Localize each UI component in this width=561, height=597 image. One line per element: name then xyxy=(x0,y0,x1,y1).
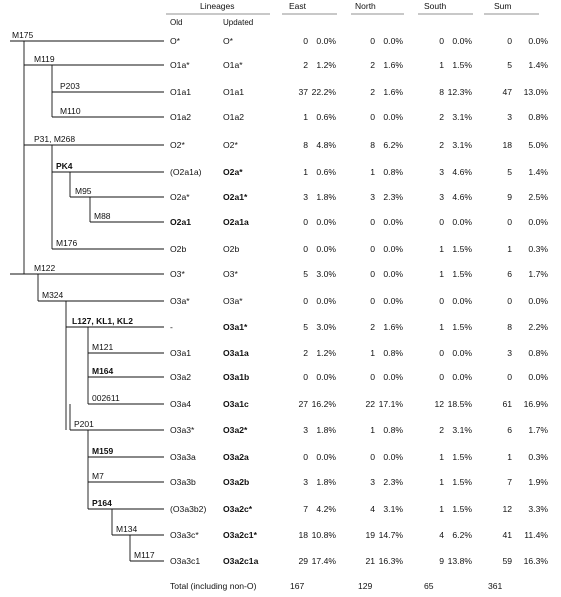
updated-lineage: O3a2c1a xyxy=(223,556,259,566)
table-row xyxy=(170,556,548,566)
updated-lineage: O3a1* xyxy=(223,322,248,332)
east-count: 2 xyxy=(303,60,308,70)
old-lineage: O2a1 xyxy=(170,217,192,227)
sum-column-header: Sum xyxy=(494,1,512,11)
sum-count: 9 xyxy=(507,192,512,202)
north-percent: 0.0% xyxy=(383,372,403,382)
mutation-label: PK4 xyxy=(56,161,73,171)
mutation-label: M7 xyxy=(92,471,104,481)
sum-count: 59 xyxy=(502,556,512,566)
mutation-label: P203 xyxy=(60,81,80,91)
frequency-table-body xyxy=(170,36,548,566)
table-row xyxy=(170,530,548,540)
east-percent: 1.8% xyxy=(316,425,336,435)
south-count: 3 xyxy=(439,192,444,202)
east-count: 1 xyxy=(303,167,308,177)
east-count: 0 xyxy=(303,296,308,306)
south-column-header: South xyxy=(424,1,447,11)
total-north: 129 xyxy=(358,581,373,591)
east-count: 5 xyxy=(303,269,308,279)
north-percent: 1.6% xyxy=(383,87,403,97)
south-count: 0 xyxy=(439,372,444,382)
old-lineage: O2b xyxy=(170,244,187,254)
east-percent: 0.0% xyxy=(316,452,336,462)
updated-lineage: O1a2 xyxy=(223,112,245,122)
table-row xyxy=(170,322,548,332)
old-lineage: O* xyxy=(170,36,181,46)
sum-count: 5 xyxy=(507,60,512,70)
table-row xyxy=(170,348,548,358)
north-percent: 0.0% xyxy=(383,269,403,279)
updated-lineage: O* xyxy=(223,36,234,46)
table-header xyxy=(166,1,539,27)
sum-percent: 0.8% xyxy=(528,112,548,122)
sum-count: 5 xyxy=(507,167,512,177)
sum-percent: 13.0% xyxy=(523,87,548,97)
mutation-label: M121 xyxy=(92,342,114,352)
updated-lineage: O2a1* xyxy=(223,192,248,202)
south-percent: 3.1% xyxy=(452,425,472,435)
updated-lineage: O3a2b xyxy=(223,477,250,487)
south-count: 0 xyxy=(439,296,444,306)
mutation-label: M95 xyxy=(75,186,92,196)
sum-count: 3 xyxy=(507,348,512,358)
old-column-header: Old xyxy=(170,18,183,27)
old-lineage: O3a* xyxy=(170,296,190,306)
old-lineage: O3a4 xyxy=(170,399,192,409)
mutation-label: M176 xyxy=(56,238,78,248)
mutation-label: M117 xyxy=(134,550,155,560)
updated-lineage: O2b xyxy=(223,244,240,254)
east-percent: 0.0% xyxy=(316,244,336,254)
south-percent: 18.5% xyxy=(447,399,472,409)
old-lineage: O3a3* xyxy=(170,425,195,435)
table-row xyxy=(170,296,548,306)
east-percent: 3.0% xyxy=(316,322,336,332)
east-count: 3 xyxy=(303,425,308,435)
sum-percent: 1.4% xyxy=(528,167,548,177)
lineages-header: Lineages xyxy=(200,1,235,11)
table-row xyxy=(170,112,548,122)
south-percent: 1.5% xyxy=(452,322,472,332)
updated-lineage: O2* xyxy=(223,140,238,150)
old-lineage: - xyxy=(170,322,173,332)
south-percent: 13.8% xyxy=(447,556,472,566)
north-percent: 0.0% xyxy=(383,296,403,306)
south-count: 1 xyxy=(439,477,444,487)
sum-percent: 0.0% xyxy=(528,372,548,382)
south-count: 1 xyxy=(439,244,444,254)
north-percent: 16.3% xyxy=(378,556,403,566)
east-percent: 0.6% xyxy=(316,167,336,177)
sum-percent: 0.8% xyxy=(528,348,548,358)
sum-count: 1 xyxy=(507,452,512,462)
south-count: 3 xyxy=(439,167,444,177)
sum-percent: 0.0% xyxy=(528,36,548,46)
old-lineage: O3a3c1 xyxy=(170,556,201,566)
east-count: 3 xyxy=(303,477,308,487)
east-percent: 22.2% xyxy=(311,87,336,97)
south-count: 0 xyxy=(439,217,444,227)
north-count: 0 xyxy=(370,452,375,462)
north-count: 4 xyxy=(370,504,375,514)
sum-percent: 3.3% xyxy=(528,504,548,514)
total-sum: 361 xyxy=(488,581,503,591)
mutation-label: M164 xyxy=(92,366,114,376)
north-count: 1 xyxy=(370,348,375,358)
east-percent: 1.2% xyxy=(316,348,336,358)
mutation-label: L127, KL1, KL2 xyxy=(72,316,133,326)
east-percent: 1.2% xyxy=(316,60,336,70)
south-percent: 12.3% xyxy=(447,87,472,97)
updated-lineage: O3a1b xyxy=(223,372,250,382)
south-percent: 1.5% xyxy=(452,244,472,254)
table-row xyxy=(170,36,548,46)
sum-count: 41 xyxy=(502,530,512,540)
phylogenetic-tree xyxy=(10,41,164,561)
north-percent: 6.2% xyxy=(383,140,403,150)
east-percent: 10.8% xyxy=(311,530,336,540)
east-percent: 0.6% xyxy=(316,112,336,122)
table-row xyxy=(170,167,548,177)
east-count: 18 xyxy=(298,530,308,540)
south-percent: 1.5% xyxy=(452,269,472,279)
mutation-markers xyxy=(12,30,155,560)
mutation-label: M324 xyxy=(42,290,64,300)
north-percent: 0.8% xyxy=(383,348,403,358)
updated-column-header: Updated xyxy=(223,18,254,27)
east-count: 0 xyxy=(303,372,308,382)
old-lineage: O3a2 xyxy=(170,372,192,382)
updated-lineage: O3a2* xyxy=(223,425,248,435)
sum-percent: 0.3% xyxy=(528,452,548,462)
sum-count: 47 xyxy=(502,87,512,97)
updated-lineage: O3* xyxy=(223,269,238,279)
north-percent: 0.0% xyxy=(383,244,403,254)
north-count: 2 xyxy=(370,322,375,332)
old-lineage: O1a* xyxy=(170,60,190,70)
north-count: 3 xyxy=(370,192,375,202)
old-lineage: O3a3b xyxy=(170,477,196,487)
updated-lineage: O2a* xyxy=(223,167,243,177)
south-percent: 6.2% xyxy=(452,530,472,540)
north-count: 0 xyxy=(370,296,375,306)
old-lineage: O3a3c* xyxy=(170,530,199,540)
south-percent: 0.0% xyxy=(452,217,472,227)
total-row xyxy=(170,581,503,591)
updated-lineage: O2a1a xyxy=(223,217,249,227)
east-count: 1 xyxy=(303,112,308,122)
north-count: 0 xyxy=(370,269,375,279)
north-percent: 2.3% xyxy=(383,477,403,487)
updated-lineage: O3a* xyxy=(223,296,243,306)
north-count: 3 xyxy=(370,477,375,487)
south-count: 1 xyxy=(439,452,444,462)
mutation-label: P164 xyxy=(92,498,112,508)
north-count: 0 xyxy=(370,372,375,382)
table-row xyxy=(170,399,548,409)
south-percent: 0.0% xyxy=(452,296,472,306)
sum-percent: 16.3% xyxy=(523,556,548,566)
east-count: 7 xyxy=(303,504,308,514)
north-count: 21 xyxy=(365,556,375,566)
south-count: 0 xyxy=(439,348,444,358)
south-count: 0 xyxy=(439,36,444,46)
north-count: 0 xyxy=(370,217,375,227)
east-count: 0 xyxy=(303,452,308,462)
north-count: 2 xyxy=(370,60,375,70)
old-lineage: O3a3a xyxy=(170,452,196,462)
north-percent: 3.1% xyxy=(383,504,403,514)
mutation-label: M110 xyxy=(60,106,81,116)
sum-count: 6 xyxy=(507,425,512,435)
east-percent: 0.0% xyxy=(316,372,336,382)
south-percent: 1.5% xyxy=(452,477,472,487)
old-lineage: O2a* xyxy=(170,192,190,202)
east-percent: 3.0% xyxy=(316,269,336,279)
north-percent: 14.7% xyxy=(378,530,403,540)
east-count: 0 xyxy=(303,244,308,254)
north-percent: 0.8% xyxy=(383,425,403,435)
sum-count: 0 xyxy=(507,36,512,46)
table-row xyxy=(170,217,548,227)
south-count: 1 xyxy=(439,60,444,70)
north-percent: 0.0% xyxy=(383,112,403,122)
north-percent: 0.0% xyxy=(383,217,403,227)
sum-percent: 5.0% xyxy=(528,140,548,150)
old-lineage: O3a1 xyxy=(170,348,192,358)
east-count: 27 xyxy=(298,399,308,409)
old-lineage: (O3a3b2) xyxy=(170,504,207,514)
sum-count: 1 xyxy=(507,244,512,254)
mutation-label: M88 xyxy=(94,211,111,221)
north-percent: 17.1% xyxy=(378,399,403,409)
east-percent: 0.0% xyxy=(316,36,336,46)
east-percent: 16.2% xyxy=(311,399,336,409)
south-count: 2 xyxy=(439,425,444,435)
east-percent: 1.8% xyxy=(316,477,336,487)
south-count: 9 xyxy=(439,556,444,566)
sum-count: 0 xyxy=(507,296,512,306)
mutation-label: P31, M268 xyxy=(34,134,76,144)
updated-lineage: O3a1a xyxy=(223,348,249,358)
north-count: 2 xyxy=(370,87,375,97)
north-count: 0 xyxy=(370,112,375,122)
table-row xyxy=(170,477,548,487)
east-count: 3 xyxy=(303,192,308,202)
south-percent: 3.1% xyxy=(452,112,472,122)
sum-percent: 0.0% xyxy=(528,296,548,306)
sum-percent: 2.5% xyxy=(528,192,548,202)
east-percent: 17.4% xyxy=(311,556,336,566)
table-row xyxy=(170,87,548,97)
east-percent: 1.8% xyxy=(316,192,336,202)
south-count: 1 xyxy=(439,322,444,332)
east-percent: 4.2% xyxy=(316,504,336,514)
table-row xyxy=(170,192,548,202)
total-label: Total (including non-O) xyxy=(170,581,257,591)
south-percent: 1.5% xyxy=(452,504,472,514)
east-count: 2 xyxy=(303,348,308,358)
east-count: 0 xyxy=(303,217,308,227)
south-count: 1 xyxy=(439,269,444,279)
south-count: 12 xyxy=(434,399,444,409)
sum-count: 0 xyxy=(507,372,512,382)
east-count: 29 xyxy=(298,556,308,566)
north-percent: 0.0% xyxy=(383,36,403,46)
south-percent: 4.6% xyxy=(452,167,472,177)
table-row xyxy=(170,60,548,70)
old-lineage: (O2a1a) xyxy=(170,167,202,177)
sum-percent: 1.7% xyxy=(528,269,548,279)
east-count: 0 xyxy=(303,36,308,46)
updated-lineage: O3a1c xyxy=(223,399,249,409)
south-percent: 0.0% xyxy=(452,348,472,358)
north-count: 19 xyxy=(365,530,375,540)
north-percent: 1.6% xyxy=(383,322,403,332)
south-percent: 1.5% xyxy=(452,60,472,70)
south-count: 1 xyxy=(439,504,444,514)
north-count: 0 xyxy=(370,244,375,254)
north-percent: 0.8% xyxy=(383,167,403,177)
east-percent: 0.0% xyxy=(316,217,336,227)
old-lineage: O2* xyxy=(170,140,185,150)
mutation-label: 002611 xyxy=(92,393,120,403)
south-count: 4 xyxy=(439,530,444,540)
updated-lineage: O1a* xyxy=(223,60,243,70)
updated-lineage: O3a2c1* xyxy=(223,530,257,540)
total-east: 167 xyxy=(290,581,305,591)
sum-percent: 1.7% xyxy=(528,425,548,435)
sum-count: 0 xyxy=(507,217,512,227)
north-percent: 0.0% xyxy=(383,452,403,462)
sum-percent: 1.4% xyxy=(528,60,548,70)
table-row xyxy=(170,269,548,279)
sum-count: 6 xyxy=(507,269,512,279)
south-count: 2 xyxy=(439,140,444,150)
table-row xyxy=(170,425,548,435)
east-count: 37 xyxy=(298,87,308,97)
sum-count: 8 xyxy=(507,322,512,332)
mutation-label: M122 xyxy=(34,263,56,273)
north-count: 8 xyxy=(370,140,375,150)
mutation-label: M134 xyxy=(116,524,138,534)
sum-count: 3 xyxy=(507,112,512,122)
sum-count: 61 xyxy=(502,399,512,409)
south-count: 2 xyxy=(439,112,444,122)
old-lineage: O1a2 xyxy=(170,112,192,122)
east-count: 8 xyxy=(303,140,308,150)
north-count: 22 xyxy=(365,399,375,409)
table-row xyxy=(170,140,548,150)
east-count: 5 xyxy=(303,322,308,332)
sum-percent: 1.9% xyxy=(528,477,548,487)
total-south: 65 xyxy=(424,581,434,591)
south-percent: 0.0% xyxy=(452,372,472,382)
east-column-header: East xyxy=(289,1,307,11)
sum-percent: 11.4% xyxy=(524,530,548,540)
old-lineage: O3* xyxy=(170,269,185,279)
north-count: 1 xyxy=(370,167,375,177)
table-row xyxy=(170,452,548,462)
south-percent: 0.0% xyxy=(452,36,472,46)
north-percent: 2.3% xyxy=(383,192,403,202)
south-count: 8 xyxy=(439,87,444,97)
sum-percent: 0.3% xyxy=(528,244,548,254)
updated-lineage: O1a1 xyxy=(223,87,245,97)
table-row xyxy=(170,504,548,514)
north-column-header: North xyxy=(355,1,376,11)
east-percent: 4.8% xyxy=(316,140,336,150)
mutation-label: M119 xyxy=(34,54,55,64)
south-percent: 1.5% xyxy=(452,452,472,462)
sum-count: 18 xyxy=(502,140,512,150)
sum-percent: 16.9% xyxy=(523,399,548,409)
north-count: 0 xyxy=(370,36,375,46)
north-percent: 1.6% xyxy=(383,60,403,70)
sum-percent: 2.2% xyxy=(528,322,548,332)
table-row xyxy=(170,244,548,254)
east-percent: 0.0% xyxy=(316,296,336,306)
sum-count: 7 xyxy=(507,477,512,487)
table-row xyxy=(170,372,548,382)
updated-lineage: O3a2a xyxy=(223,452,249,462)
north-count: 1 xyxy=(370,425,375,435)
south-percent: 4.6% xyxy=(452,192,472,202)
updated-lineage: O3a2c* xyxy=(223,504,253,514)
mutation-label: M175 xyxy=(12,30,34,40)
mutation-label: M159 xyxy=(92,446,114,456)
sum-percent: 0.0% xyxy=(528,217,548,227)
old-lineage: O1a1 xyxy=(170,87,192,97)
mutation-label: P201 xyxy=(74,419,94,429)
south-percent: 3.1% xyxy=(452,140,472,150)
sum-count: 12 xyxy=(502,504,512,514)
